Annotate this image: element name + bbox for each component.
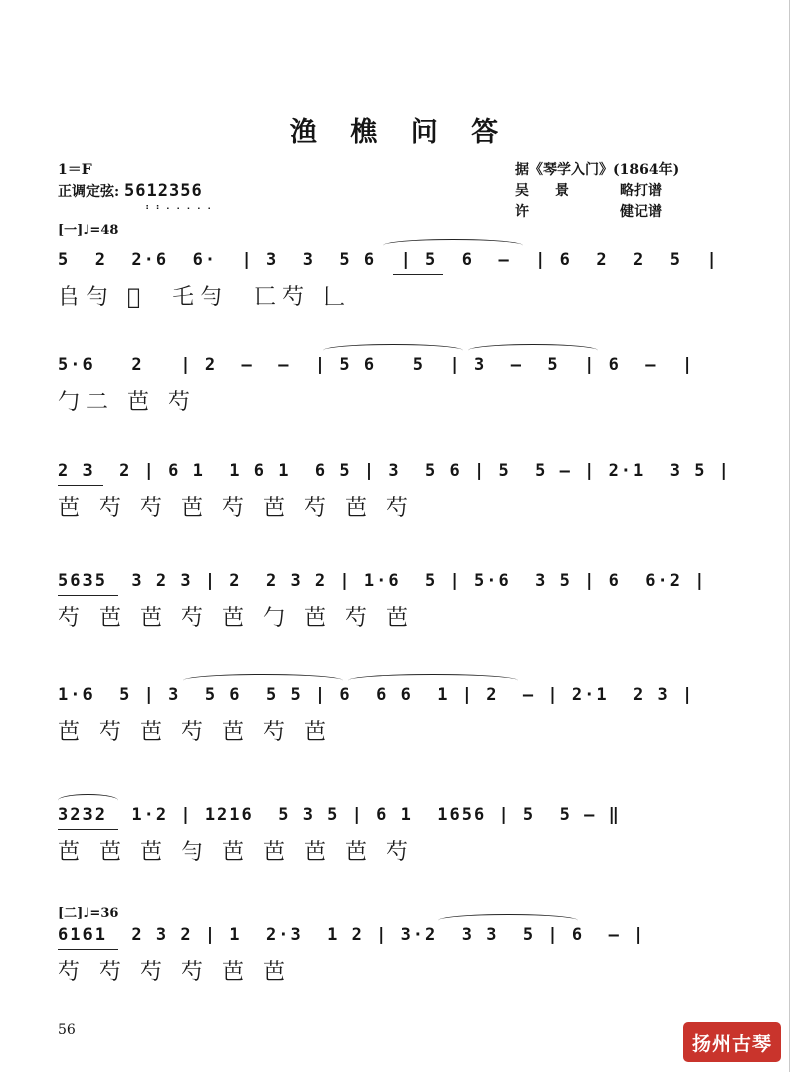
score-page: 渔 樵 问 答 1＝F 正调定弦: 5612356 ⠆⠆⠄⠄⠄⠄⠄ 据《琴学入门》(1864年) 吴景 略打谱 许 健记谱 [一]♩=48 5 2 2·6 6· | 3 3 5 6 | 5 6 — | 6 2 2 5 | 𠂤勻 𠀉 乇勻 匸芍 𠃊 5·6 2 | 2 — — | 5 6 5 | 3 — 5 | 6 — | 勹二 芭 芍 2 3 2 | 6 1 1 6 1 6 5 | 3 5 6 | 5 5 — | 2·1 3 5 | 芭 芍 芍 芭 芍 芭 芍 芭 芍 5635 3 2 3 | 2 2 3 2 | 1·6 5 | 5·6 3 5 | 6 6·2 | 芍 芭 芭 芍 芭 勹 芭 芍 芭 1·6 5 | 3 5 6 5 5 | 6 6 6 1 | 2 — | 2·1 2 3 | 芭 芍 芭 芍 芭 芍 芭 3232 1·2 | 1216 5 3 5 | 6 1 1656 | 5 5 — ‖ 芭 芭 芭 勻 芭 芭 芭 芭 芍 [二]♩=36 6161 2 3 2 | 1 2·3 1 2 | 3·2 3 3 5 | 6 — | 芍 芍 芍 芍 芭 芭 56 扬州古琴 bbox=[0, 0, 800, 1072]
tuning-label: 正调定弦: bbox=[58, 184, 120, 200]
page-number: 56 bbox=[58, 1022, 76, 1038]
key-signature: 1＝F bbox=[58, 162, 92, 178]
section-two-tempo: [二]♩=36 bbox=[58, 906, 119, 921]
source-credits bbox=[515, 160, 679, 223]
credit-row: 吴景 略打谱 bbox=[515, 183, 662, 199]
credit-row: 许 健记谱 bbox=[515, 204, 662, 220]
tuning-notes: 5612356 bbox=[124, 181, 203, 201]
key-and-tuning bbox=[58, 160, 203, 203]
source-line: 据《琴学入门》(1864年) bbox=[515, 162, 680, 178]
page-edge bbox=[789, 0, 790, 1072]
page-title: 渔 樵 问 答 bbox=[289, 117, 511, 148]
watermark-logo: 扬州古琴 bbox=[683, 1022, 781, 1062]
tuning-row bbox=[58, 181, 203, 203]
section-one-tempo: [一]♩=48 bbox=[58, 223, 119, 238]
tuning-octave-dots: ⠆⠆⠄⠄⠄⠄⠄ bbox=[145, 202, 218, 213]
